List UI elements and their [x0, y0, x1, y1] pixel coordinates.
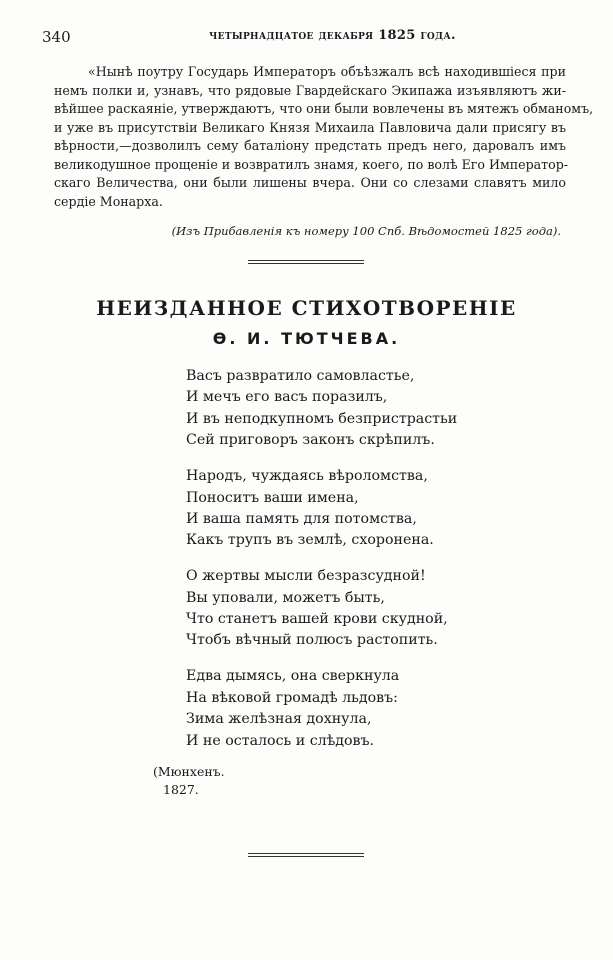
running-title: четырнадцатое декабря 1825 года. [209, 28, 456, 43]
verse-line: Что станетъ вашей крови скудной, [186, 611, 448, 628]
paragraph-line: немъ полки и, узнавъ, что рядовые Гвардейскаго Экипажа изъявляютъ жи- [54, 82, 566, 98]
divider [248, 853, 364, 857]
quoted-paragraph [54, 63, 594, 211]
verse-line: Народъ, чуждаясь вѣроломства, [186, 468, 428, 485]
verse-line: И ваша память для потомства, [186, 510, 417, 527]
stanza [186, 666, 457, 752]
verse-line: И въ неподкупномъ безпристрастьи [186, 410, 458, 427]
page-header [42, 28, 573, 48]
paragraph-line: скаго Величества, они были лишены вчера. Они со слезами славятъ мило [54, 175, 566, 190]
verse-line: И мечъ его васъ поразилъ, [186, 389, 388, 406]
paragraph-line: великодушное прощеніе и возвратилъ знамя, коего, по волѣ Его Император- [54, 156, 569, 172]
verse-line: Вы уповали, можетъ быть, [186, 589, 385, 606]
page-number: 340 [42, 28, 71, 46]
verse-line: Васъ развратило самовластье, [186, 368, 415, 384]
stanza [186, 566, 457, 652]
verse-line: Поноситъ ваши имена, [186, 489, 359, 506]
verse-line: Чтобъ вѣчный полюсъ растопить. [186, 632, 438, 649]
verse-line: Сей приговоръ законъ скрѣпилъ. [186, 432, 435, 449]
poem-title: НЕИЗДАННОЕ СТИХОТВОРЕНІЕ [96, 296, 517, 320]
paragraph-line: сердіе Монарха. [54, 193, 163, 209]
verse-line: Едва дымясь, она сверкнула [186, 668, 400, 685]
paragraph-line: вѣрности,—дозволилъ сему баталіону предстать предъ него, даровалъ имъ [54, 138, 566, 153]
verse-line: И не осталось и слѣдовъ. [186, 732, 375, 749]
stanza [186, 466, 457, 552]
poem-year: 1827. [163, 782, 199, 797]
verse-line: Зима желѣзная дохнула, [186, 711, 372, 728]
paragraph-line: вѣйшее раскаяніе, утверждаютъ, что они были вовлечены въ мятежъ обманомъ, [54, 101, 594, 116]
divider [248, 260, 364, 264]
verse-line: Какъ трупъ въ землѣ, схоронена. [186, 532, 434, 549]
paragraph-line: «Нынѣ поутру Государь Императоръ объѣзжалъ всѣ находившіеся при [88, 64, 566, 79]
stanza [186, 366, 457, 452]
paragraph-line: и уже въ присутствіи Великаго Князя Михаила Павловича дали присягу въ [54, 119, 566, 135]
poem-place: (Мюнхенъ. [153, 764, 225, 779]
verse-line: О жертвы мысли безразсудной! [186, 568, 426, 585]
poem-signature [153, 763, 225, 799]
poem-body [186, 366, 457, 767]
verse-line: На вѣковой громадѣ льдовъ: [186, 689, 398, 706]
poem-author: Ѳ. И. ТЮТЧЕВА. [212, 329, 401, 348]
source-citation: (Изъ Прибавленія къ номеру 100 Спб. Вѣдомостей 1825 года). [171, 224, 561, 238]
